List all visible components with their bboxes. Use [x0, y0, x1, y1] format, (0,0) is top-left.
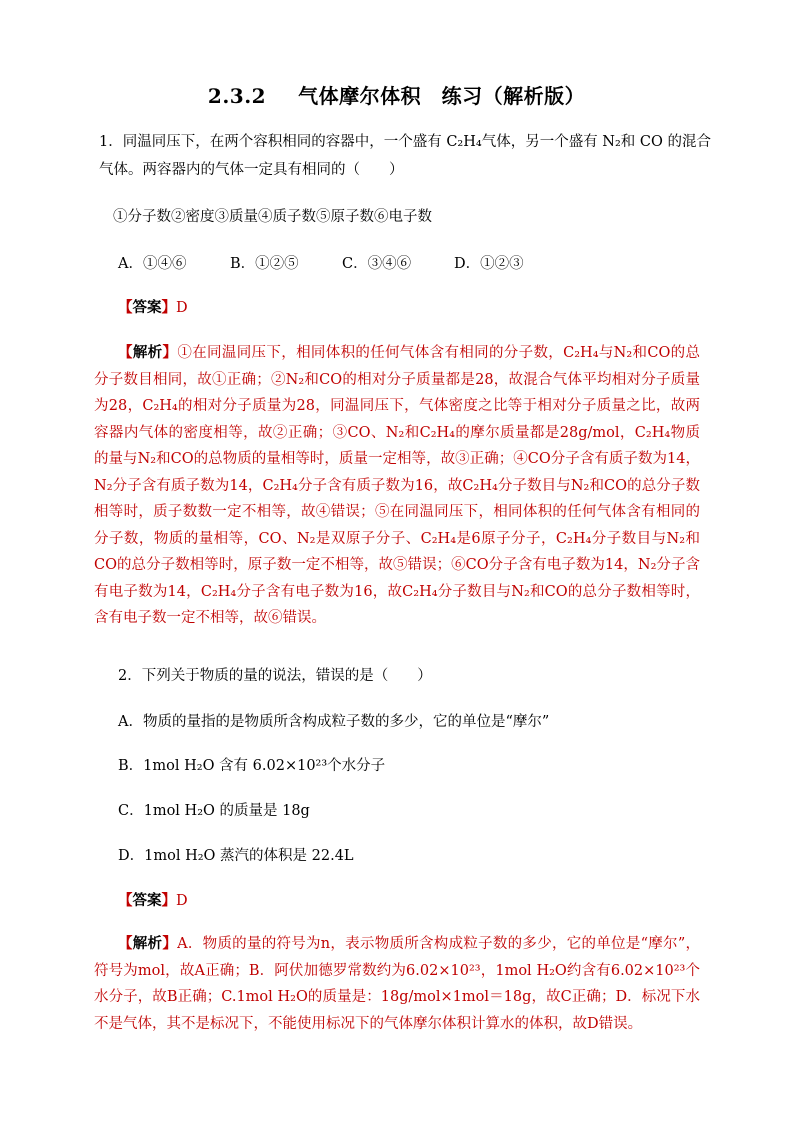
q1-analysis-text: ①在同温同压下，相同体积的任何气体含有相同的分子数，C₂H₄与N₂和CO的总分子数目相同，故①正确；②N₂和CO的相对分子质量都是28，故混合气体平均相对分子质量为28，C₂H₄的相对分子质量为28，同温同压下，气体密度之比等于相对分子质量之比，故两容器内气体的密度相等，故②正确；③CO、N₂和C₂H₄的摩尔质量都是28g/mol，C₂H₄物质的量与N₂和CO的总物质的量相等时，质量一定相等，故③正确；④CO分子含有质子数为14，N₂分子含有质子数为14，C₂H₄分子含有质子数为16，故C₂H₄分子数目与N₂和CO的总分子数相等时，质子数数一定不相等，故④错误；⑤在同温同压下，相同体积的任何气体含有相同的分子数，物质的量相等，CO、N₂是双原子分子、C₂H₄是6原子分子，C₂H₄分子数目与N₂和CO的总分子数相等时，原子数一定不相等，故⑤错误；⑥CO分子含有电子数为14，N₂分子含有电子数为14，C₂H₄分子含有电子数为16，故C₂H₄分子数目与N₂和CO的总分子数相等时，含有电子数一定不相等，故⑥错误。	[94, 345, 701, 626]
q2-option-c: C．1mol H₂O 的质量是 18g	[118, 803, 310, 819]
q1-stem-line1: 1．同温同压下，在两个容积相同的容器中，一个盛有 C₂H₄气体，另一个盛有 N₂和 CO 的混合	[99, 134, 712, 150]
q2-answer	[118, 891, 699, 911]
analysis-bracket-right: 】	[162, 344, 178, 361]
answer-label: 答案	[132, 892, 162, 909]
analysis-label: 解析	[132, 344, 163, 361]
analysis-bracket-left: 【	[118, 935, 133, 952]
analysis-bracket-right: 】	[162, 935, 178, 952]
q1-options	[118, 254, 699, 274]
q2-option-d: D．1mol H₂O 蒸汽的体积是 22.4L	[118, 848, 354, 864]
title-text: 气体摩尔体积 练习（解析版）	[298, 84, 586, 108]
answer-label: 答案	[132, 299, 162, 316]
analysis-bracket-left: 【	[118, 344, 133, 361]
q1-answer	[118, 298, 699, 318]
q1-option-a: A．①④⑥	[118, 256, 187, 272]
q2-option-a: A．物质的量指的是物质所含构成粒子数的多少，它的单位是“摩尔”	[118, 714, 550, 730]
page-title	[0, 80, 793, 109]
answer-bracket-left: 【	[118, 892, 133, 909]
answer-bracket-left: 【	[118, 299, 133, 316]
analysis-label: 解析	[132, 935, 163, 952]
q1-items: ①分子数②密度③质量④质子数⑤原子数⑥电子数	[113, 209, 432, 225]
q1-answer-value: D	[176, 300, 188, 316]
answer-bracket-right: 】	[161, 892, 176, 909]
q2-analysis	[94, 931, 700, 1037]
title-number: 2.3.2	[207, 84, 267, 108]
q1-stem-line2: 气体。两容器内的气体一定具有相同的（ ）	[99, 162, 404, 178]
q2-answer-value: D	[176, 893, 188, 909]
q2-option-b: B．1mol H₂O 含有 6.02×10²³个水分子	[118, 758, 386, 774]
q2-analysis-text: A．物质的量的符号为n，表示物质所含构成粒子数的多少，它的单位是“摩尔”，符号为mol，故A正确；B．阿伏加德罗常数约为6.02×10²³，1mol H₂O约含有6.02×10²³个水分子，故B正确；C.1mol H₂O的质量是：18g/mol×1mol＝18g，故C正确；D．标况下水不是气体，其不是标况下，不能使用标况下的气体摩尔体积计算水的体积，故D错误。	[94, 936, 701, 1032]
q1-option-c: C．③④⑥	[342, 256, 412, 272]
q1-option-b: B．①②⑤	[230, 256, 299, 272]
q1-analysis	[94, 340, 700, 632]
answer-bracket-right: 】	[161, 299, 176, 316]
q2-stem: 2．下列关于物质的量的说法，错误的是（ ）	[118, 668, 432, 684]
q1-option-d: D．①②③	[454, 256, 524, 272]
